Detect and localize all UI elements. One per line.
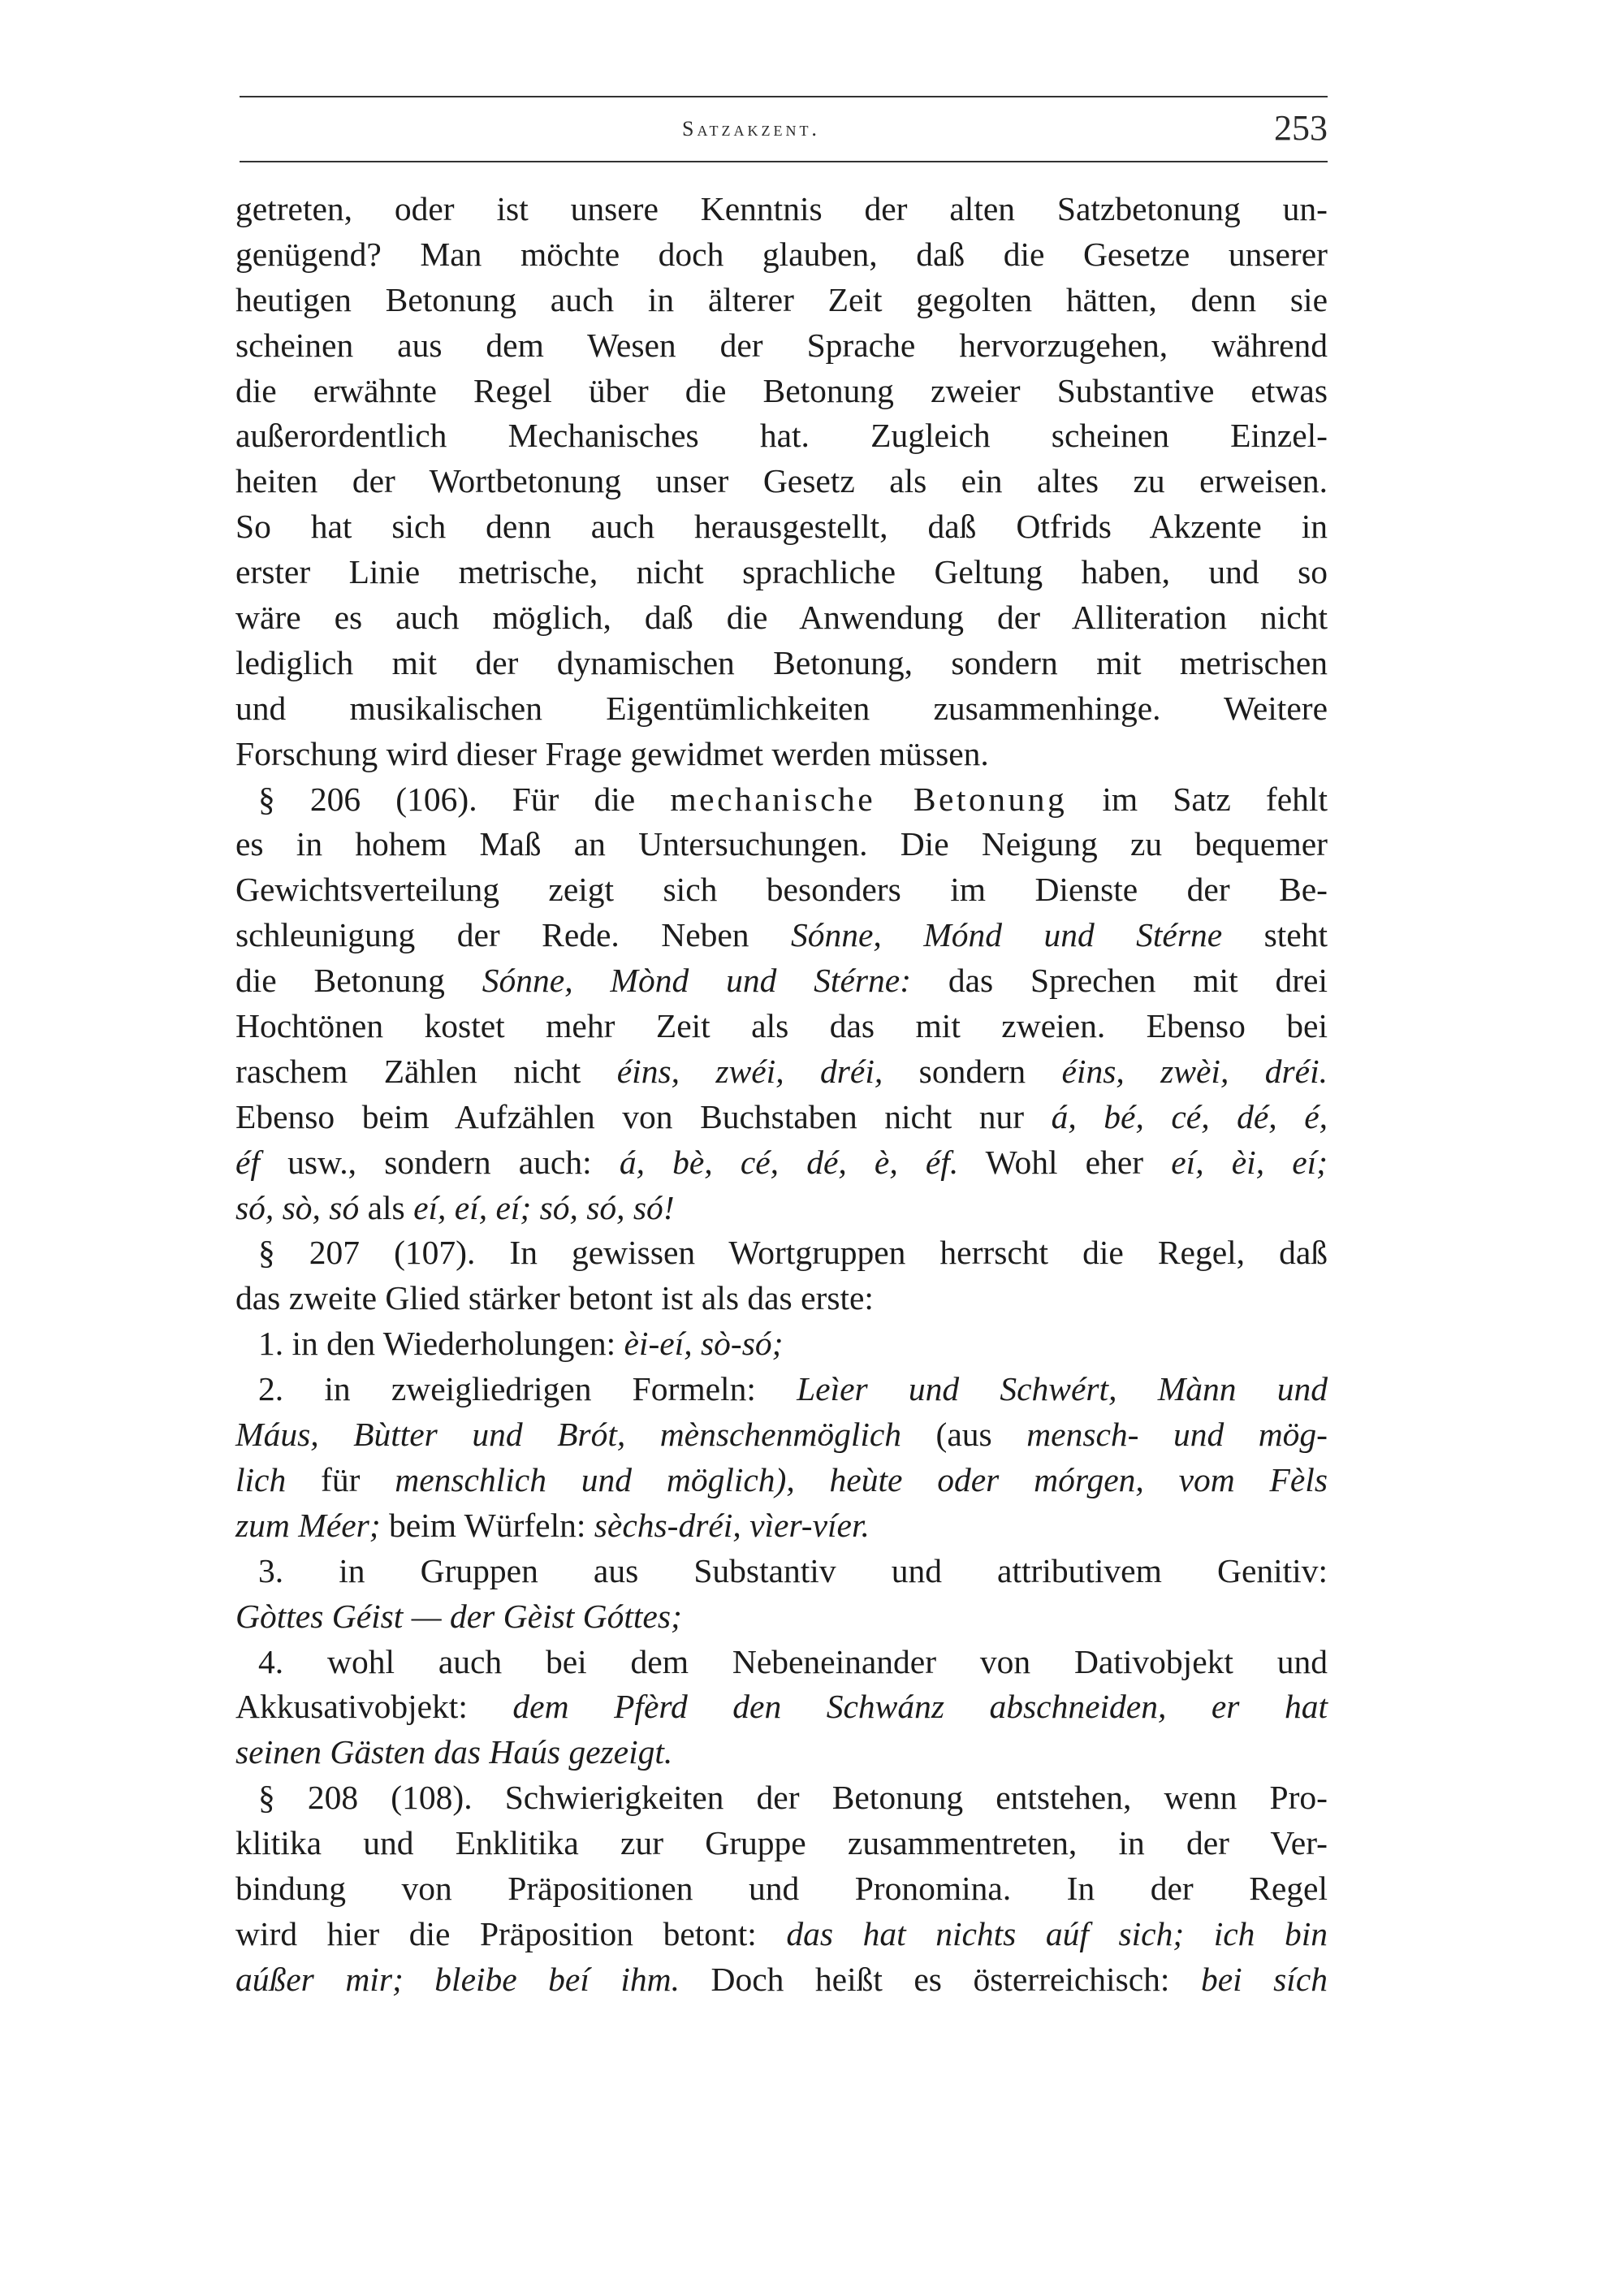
text-line: So hat sich denn auch herausgestellt, daß Otfrids Akzente in — [235, 508, 1328, 546]
text-line: Forschung wird dieser Frage gewidmet werden müssen. — [235, 734, 989, 772]
list-item: 2. in zweigliedrigen Formeln: Leìer und Schwért, Mànn und — [258, 1370, 1328, 1408]
section-208-line: § 208 (108). Schwierigkeiten der Betonung entstehen, wenn Pro- — [258, 1779, 1328, 1817]
list-item-continued: lich für menschlich und möglich), heùte oder mórgen, vom Fèls — [235, 1460, 1328, 1498]
text-line: scheinen aus dem Wesen der Sprache hervorzugehen, während — [235, 326, 1328, 364]
list-item-continued: Máus, Bùtter und Brót, mènschenmöglich (aus mensch- und mög- — [235, 1416, 1328, 1454]
example-italic: á, bè, cé, dé, è, éf. — [619, 1143, 959, 1181]
section-206-line: es in hohem Maß an Untersuchungen. Die Neigung zu bequemer — [235, 825, 1328, 863]
example-italic: á, bé, cé, dé, é, — [1051, 1097, 1328, 1135]
body-text — [235, 187, 1328, 2003]
section-208-line: aúßer mir; bleibe beí ihm. Doch heißt es österreichisch: bei sích — [235, 1960, 1328, 1998]
example-italic: zum Méer; — [235, 1506, 381, 1544]
example-italic: éf — [235, 1143, 260, 1181]
section-206-line: schleunigung der Rede. Neben Sónne, Mónd und Stérne steht — [235, 916, 1328, 954]
list-item-continued: seinen Gästen das Haús gezeigt. — [235, 1733, 673, 1771]
example-italic: Sónne, Mònd und Stérne: — [482, 962, 912, 1000]
text-line: heiten der Wortbetonung unser Gesetz als ein altes zu erweisen. — [235, 462, 1328, 500]
example-italic: mensch- und mög- — [1026, 1416, 1328, 1454]
example-italic: eí, eí, eí; só, só, só! — [413, 1188, 675, 1226]
section-206-line: Ebenso beim Aufzählen von Buchstaben nicht nur á, bé, cé, dé, é, — [235, 1097, 1328, 1135]
example-italic: das hat nichts aúf sich; ich bin — [786, 1914, 1328, 1952]
example-italic: Leìer und Schwért, Mànn und — [797, 1370, 1328, 1408]
section-206-line: Gewichtsverteilung zeigt sich besonders im Dienste der Be- — [235, 871, 1328, 909]
running-title: Satzakzent. — [682, 117, 820, 141]
example-italic: Sónne, Mónd und Stérne — [790, 916, 1223, 954]
list-item: 3. in Gruppen aus Substantiv und attributivem Genitiv: — [258, 1551, 1328, 1589]
example-italic: Máus, Bùtter und Brót, mènschenmöglich — [235, 1416, 902, 1454]
running-head — [0, 108, 1571, 161]
page-number: 253 — [1274, 108, 1328, 148]
text-line: genügend? Man möchte doch glauben, daß die Gesetze unserer — [235, 235, 1328, 273]
list-item: 4. wohl auch bei dem Nebeneinander von Dativobjekt und — [258, 1642, 1328, 1680]
section-206-line: éf usw., sondern auch: á, bè, cé, dé, è, éf. Wohl eher eí, èi, eí; — [235, 1143, 1328, 1181]
example-italic: lich — [235, 1460, 287, 1498]
example-italic: èi-eí, sò-só; — [624, 1325, 784, 1363]
example-italic: aúßer mir; bleibe beí ihm. — [235, 1960, 680, 1998]
example-italic: sèchs-dréi, vìer-víer. — [594, 1506, 870, 1544]
example-italic: só, sò, só — [235, 1188, 360, 1226]
section-208-line: bindung von Präpositionen und Pronomina. In der Regel — [235, 1869, 1328, 1907]
header-rule-top — [240, 96, 1328, 97]
text-line: erster Linie metrische, nicht sprachliche Geltung haben, und so — [235, 553, 1328, 591]
text-line: lediglich mit der dynamischen Betonung, sondern mit metrischen — [235, 643, 1328, 681]
example-italic: bei sích — [1200, 1960, 1328, 1998]
section-206-line: só, sò, só als eí, eí, eí; só, só, só! — [235, 1188, 675, 1226]
section-206-line: die Betonung Sónne, Mònd und Stérne: das Sprechen mit drei — [235, 962, 1328, 1000]
list-item-continued: Akkusativobjekt: dem Pfèrd den Schwánz abschneiden, er hat — [235, 1688, 1328, 1726]
list-item-continued: Gòttes Géist — der Gèist Góttes; — [235, 1597, 682, 1635]
list-item-continued: zum Méer; beim Würfeln: sèchs-dréi, vìer-víer. — [235, 1506, 870, 1544]
text-line: und musikalischen Eigentümlichkeiten zusammenhinge. Weitere — [235, 689, 1328, 727]
text-line: die erwähnte Regel über die Betonung zweier Substantive etwas — [235, 371, 1328, 409]
text-line: getreten, oder ist unsere Kenntnis der alten Satzbetonung un- — [235, 190, 1328, 227]
section-207-line: § 207 (107). In gewissen Wortgruppen herrscht die Regel, daß — [258, 1234, 1328, 1272]
text-line: außerordentlich Mechanisches hat. Zugleich scheinen Einzel- — [235, 417, 1328, 455]
section-207-line: das zweite Glied stärker betont ist als das erste: — [235, 1279, 874, 1317]
header-rule-bottom — [240, 161, 1328, 162]
example-italic: eí, èi, eí; — [1171, 1143, 1328, 1181]
example-italic: éins, zwèi, dréi. — [1061, 1052, 1328, 1090]
text-line: heutigen Betonung auch in älterer Zeit gegolten hätten, denn sie — [235, 280, 1328, 318]
example-italic: menschlich und möglich), heùte oder mórgen, vom Fèls — [395, 1460, 1328, 1498]
spaced-term: mechanische Betonung — [670, 780, 1068, 818]
list-item: 1. in den Wiederholungen: èi-eí, sò-só; — [258, 1325, 784, 1363]
text-line: wäre es auch möglich, daß die Anwendung der Alliteration nicht — [235, 599, 1328, 637]
example-italic: éins, zwéi, dréi, — [616, 1052, 883, 1090]
section-208-line: wird hier die Präposition betont: das hat nichts aúf sich; ich bin — [235, 1914, 1328, 1952]
section-208-line: klitika und Enklitika zur Gruppe zusammentreten, in der Ver- — [235, 1824, 1328, 1862]
section-206-line: raschem Zählen nicht éins, zwéi, dréi, sondern éins, zwèi, dréi. — [235, 1052, 1328, 1090]
example-italic: dem Pfèrd den Schwánz abschneiden, er hat — [512, 1688, 1328, 1726]
section-206-line: Hochtönen kostet mehr Zeit als das mit zweien. Ebenso bei — [235, 1007, 1328, 1045]
section-206-line: § 206 (106). Für die mechanische Betonung im Satz fehlt — [258, 780, 1328, 818]
